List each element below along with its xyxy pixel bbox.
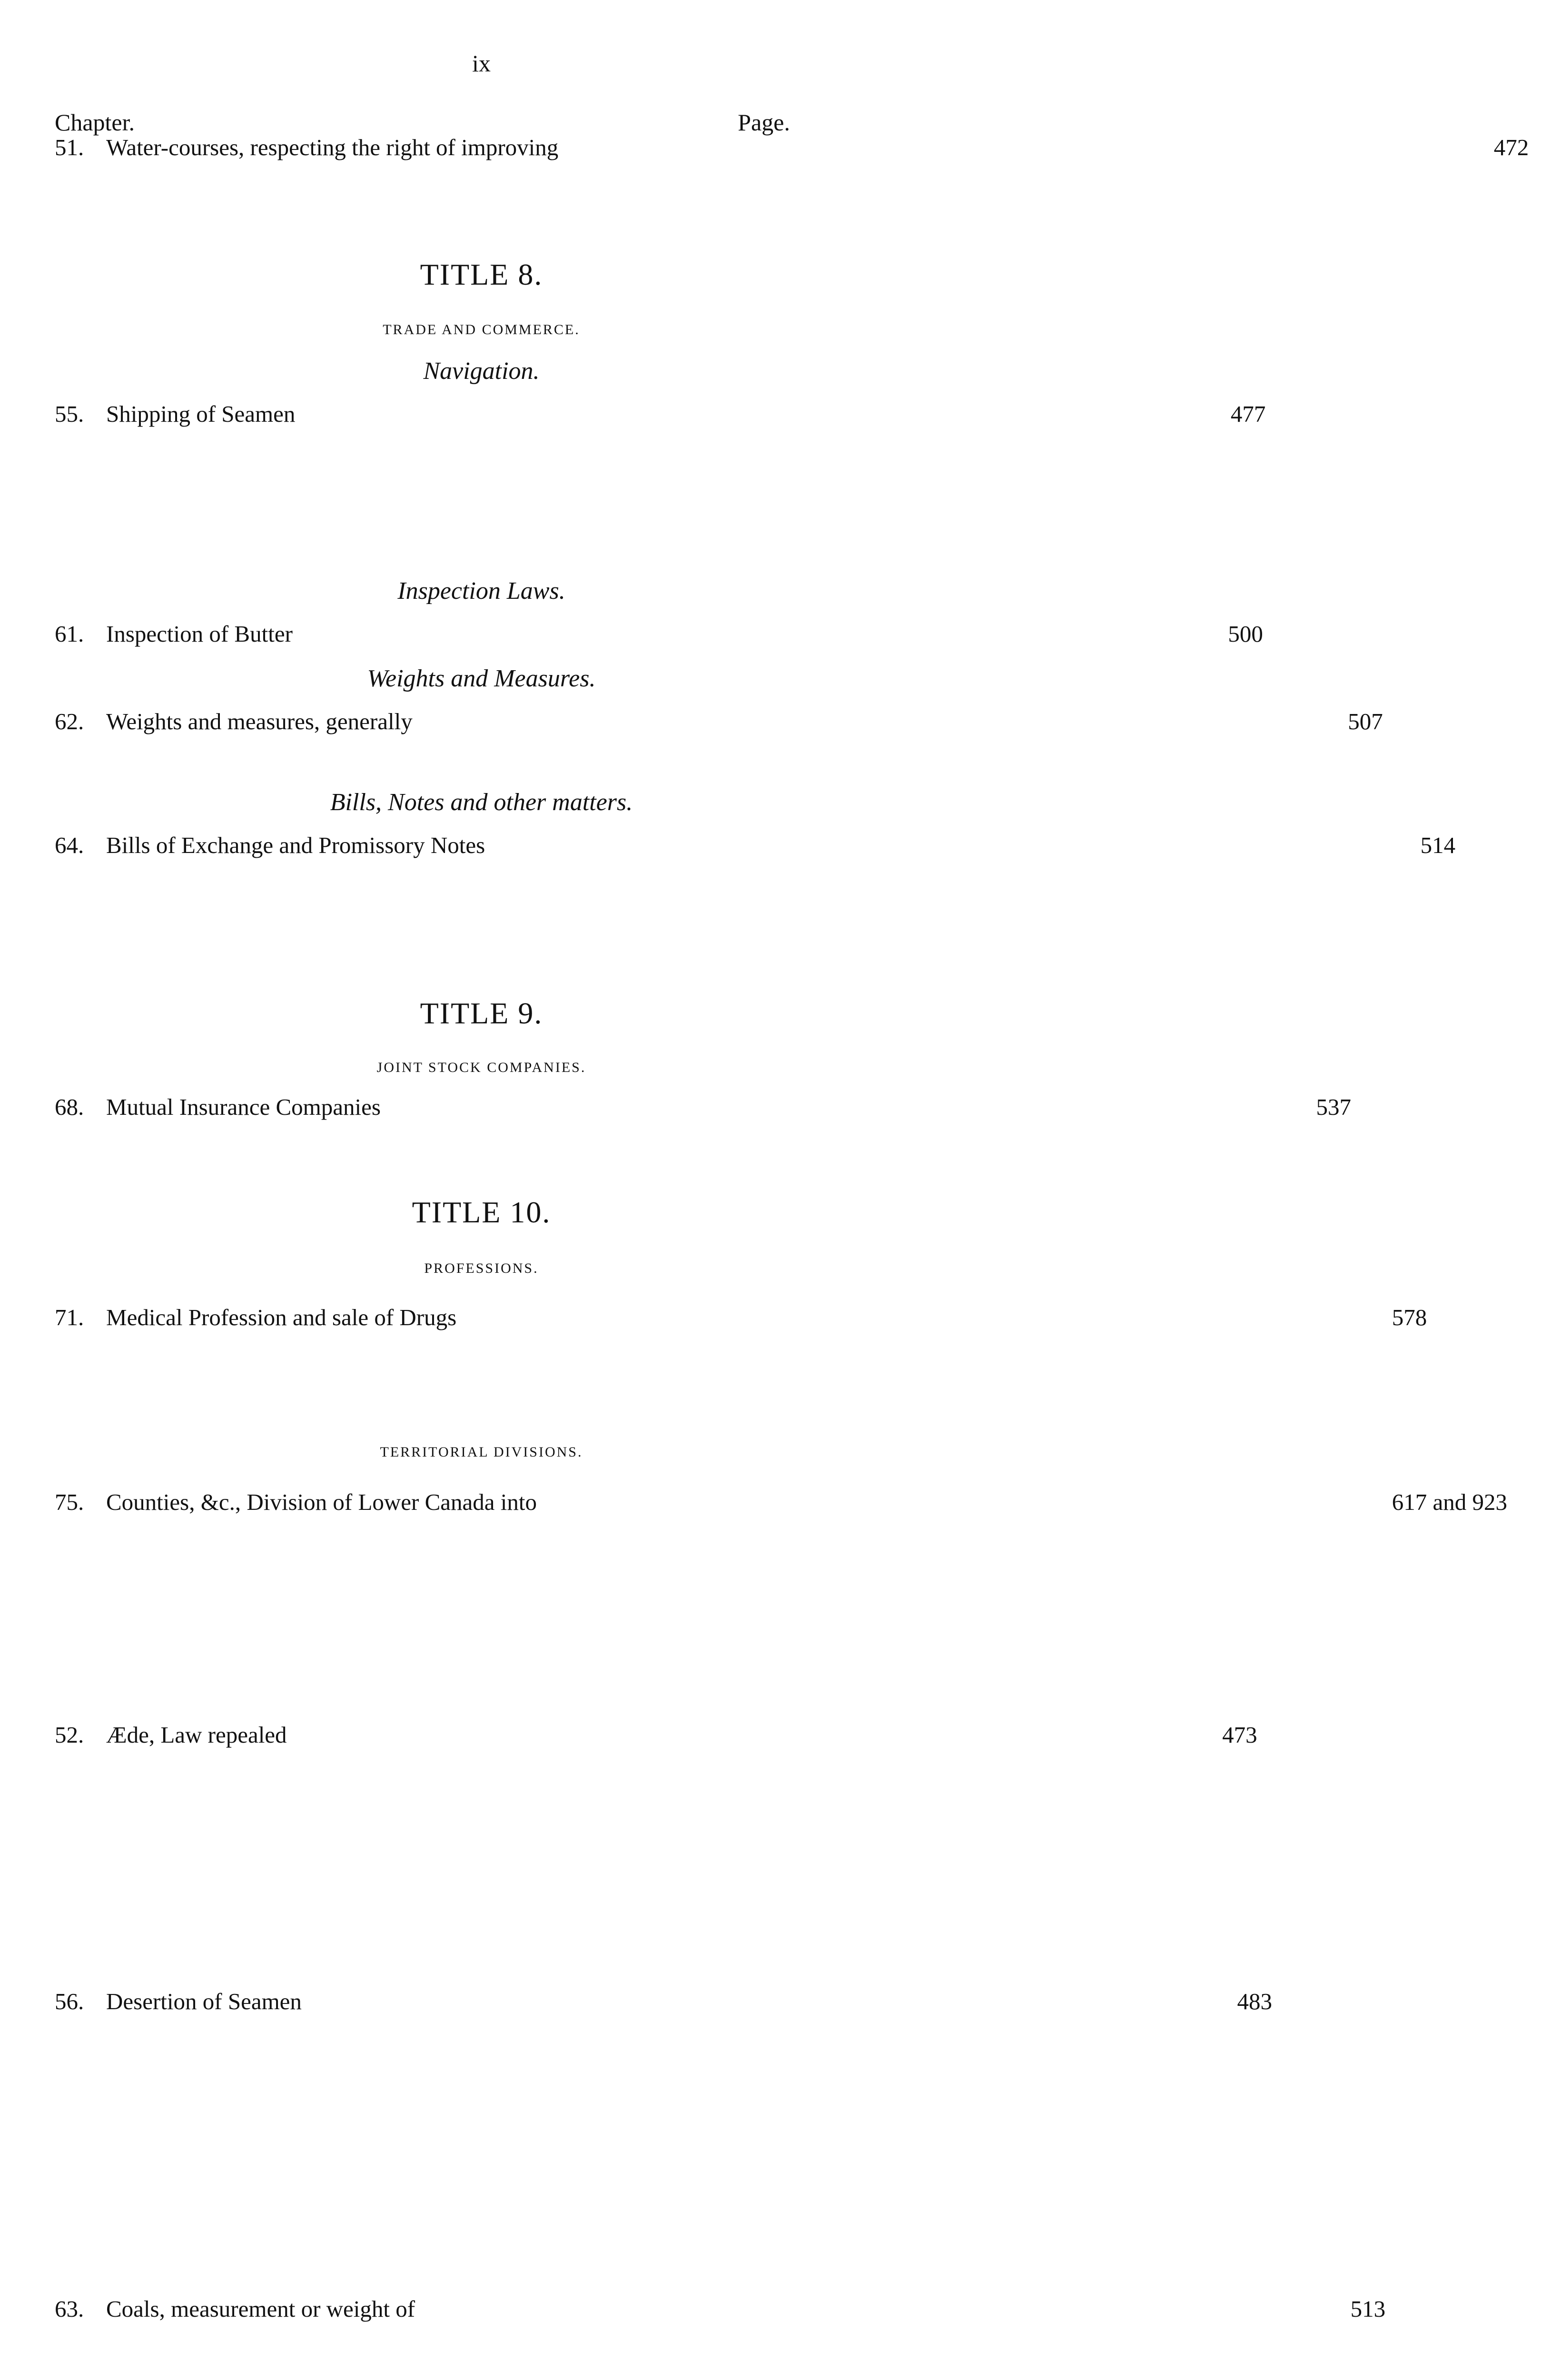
- chapter-title: Coals, measurement or weight of: [106, 2296, 415, 2322]
- page-ref: 513: [1350, 2296, 1386, 2322]
- chapter-number: 52.: [55, 1722, 84, 1748]
- chapter-title: Inspection of Butter: [106, 621, 293, 647]
- chapter-title: Bills of Exchange and Promissory Notes: [106, 832, 485, 858]
- chapter-column-header: Chapter.: [55, 109, 135, 136]
- title-9-subtitle: JOINT STOCK COMPANIES.: [376, 1060, 586, 1075]
- chapter-number: 68.: [55, 1094, 84, 1120]
- chapter-number: 71.: [55, 1304, 84, 1330]
- column-headers: [55, 109, 790, 136]
- chapter-number: 55.: [55, 401, 84, 427]
- chapter-number: 63.: [55, 2296, 84, 2322]
- title-8-subtitle: TRADE AND COMMERCE.: [383, 322, 580, 337]
- page-column-header: Page.: [738, 109, 790, 136]
- page-ref: 617 and 923: [1392, 1489, 1507, 1515]
- chapter-title: Mutual Insurance Companies: [106, 1094, 381, 1120]
- chapter-title: Desertion of Seamen: [106, 1988, 302, 2014]
- chapter-number: 64.: [55, 832, 84, 858]
- chapter-number: 75.: [55, 1489, 84, 1515]
- chapter-title: Æde, Law repealed: [106, 1722, 287, 1748]
- chapter-title: Weights and measures, generally: [106, 708, 413, 734]
- title-8-heading: TITLE 8.: [420, 258, 543, 291]
- page-ref: 578: [1392, 1304, 1427, 1330]
- title-10-heading: TITLE 10.: [412, 1195, 551, 1229]
- page-ref: 473: [1222, 1722, 1257, 1748]
- chapter-number: 51.: [55, 134, 84, 160]
- page-ref: 537: [1316, 1094, 1351, 1120]
- page-ref: 477: [1230, 401, 1266, 427]
- page-ref: 507: [1348, 708, 1383, 734]
- weights-measures-heading: Weights and Measures.: [367, 665, 596, 692]
- navigation-heading: Navigation.: [423, 357, 540, 385]
- chapter-title: Medical Profession and sale of Drugs: [106, 1304, 457, 1330]
- chapter-title: Counties, &c., Division of Lower Canada into: [106, 1489, 537, 1515]
- title-10-subtitle: PROFESSIONS.: [424, 1260, 539, 1276]
- bills-notes-heading: Bills, Notes and other matters.: [330, 789, 633, 816]
- chapter-number: 62.: [55, 708, 84, 734]
- page-ref: 483: [1237, 1988, 1272, 2014]
- page-ref: 500: [1228, 621, 1263, 647]
- chapter-number: 61.: [55, 621, 84, 647]
- page-number: ix: [472, 50, 491, 77]
- chapter-number: 56.: [55, 1988, 84, 2014]
- title-9-heading: TITLE 9.: [420, 996, 543, 1030]
- page-ref: 472: [1493, 134, 1529, 160]
- chapter-title: Shipping of Seamen: [106, 401, 296, 427]
- chapter-title: Water-courses, respecting the right of improving: [106, 134, 559, 160]
- territorial-divisions-subtitle: TERRITORIAL DIVISIONS.: [380, 1444, 583, 1460]
- page-ref: 514: [1420, 832, 1456, 858]
- inspection-laws-heading: Inspection Laws.: [397, 577, 565, 605]
